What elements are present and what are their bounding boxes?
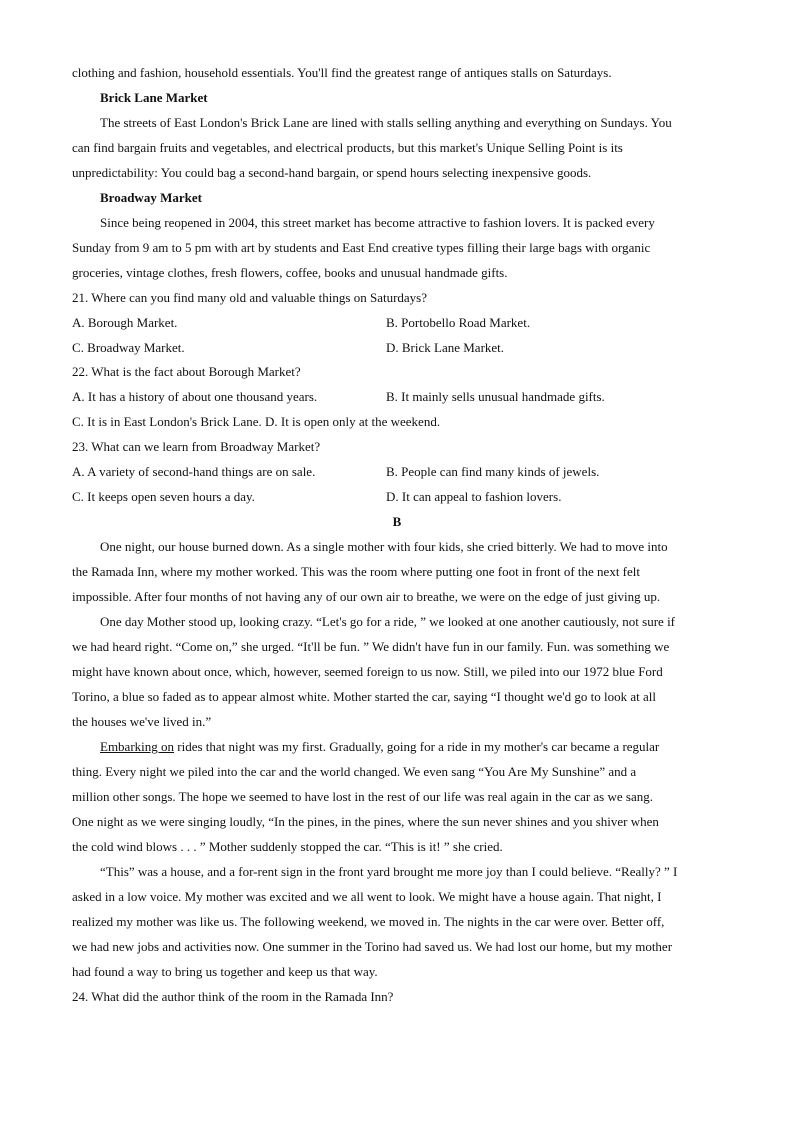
passage-b-p2-line: we had heard right. “Come on,” she urged. “It'll be fun. ” We didn't have fun in our family. Fun. was something we — [72, 639, 670, 654]
passage-b-p2-line: the houses we've lived in.” — [72, 714, 212, 729]
embarking-on-underlined: Embarking on — [100, 739, 175, 754]
passage-b-p1-line: impossible. After four months of not having any of our own air to breathe, we were on the edge of just giving up. — [72, 589, 661, 604]
brick-lane-line: The streets of East London's Brick Lane are lined with stalls selling anything and everything on Sundays. You — [100, 115, 672, 130]
brick-lane-line: can find bargain fruits and vegetables, and electrical products, but this market's Unique Selling Point is its — [72, 140, 623, 155]
broadway-heading: Broadway Market — [100, 190, 202, 205]
question-23-stem: 23. What can we learn from Broadway Market? — [72, 439, 321, 454]
passage-b-p4-line: we had new jobs and activities now. One summer in the Torino had saved us. We had lost our home, but my mother — [72, 939, 673, 954]
passage-b-p3-line: million other songs. The hope we seemed to have lost in the rest of our life was real again in the car as we sang. — [72, 789, 653, 804]
passage-b-p3-first-line — [100, 739, 732, 755]
passage-b-p4-line: “This” was a house, and a for-rent sign in the front yard brought me more joy than I could believe. “Really? ” I — [100, 864, 678, 879]
question-22-option-a: A. It has a history of about one thousand years. — [72, 389, 318, 404]
passage-b-p4-line: had found a way to bring us together and keep us that way. — [72, 964, 378, 979]
question-21-option-b: B. Portobello Road Market. — [386, 315, 531, 330]
question-24-stem: 24. What did the author think of the room in the Ramada Inn? — [72, 989, 394, 1004]
question-23-option-b: B. People can find many kinds of jewels. — [386, 464, 600, 479]
broadway-line: Sunday from 9 am to 5 pm with art by students and East End creative types filling their large bags with organic — [72, 240, 651, 255]
question-21-stem: 21. Where can you find many old and valuable things on Saturdays? — [72, 290, 428, 305]
brick-lane-line: unpredictability: You could bag a second-hand bargain, or spend hours selecting inexpensive goods. — [72, 165, 592, 180]
passage-b-p1-line: the Ramada Inn, where my mother worked. This was the room where putting one foot in front of the next felt — [72, 564, 641, 579]
question-21-option-d: D. Brick Lane Market. — [386, 340, 505, 355]
intro-tail-line: clothing and fashion, household essentials. You'll find the greatest range of antiques stalls on Saturdays. — [72, 65, 612, 80]
passage-b-p3-first-rest: rides that night was my first. Gradually, going for a ride in my mother's car became a regular — [174, 739, 660, 754]
passage-b-p3-line: One night as we were singing loudly, “In the pines, in the pines, where the sun never shines and you shiver when — [72, 814, 659, 829]
brick-lane-heading: Brick Lane Market — [100, 90, 208, 105]
passage-b-p2-line: Torino, a blue so faded as to appear almost white. Mother started the car, saying “I thought we'd go to look at all — [72, 689, 656, 704]
passage-b-p3-line: the cold wind blows . . . ” Mother suddenly stopped the car. “This is it! ” she cried. — [72, 839, 503, 854]
question-23-option-c: C. It keeps open seven hours a day. — [72, 489, 255, 504]
broadway-line: groceries, vintage clothes, fresh flowers, coffee, books and unusual handmade gifts. — [72, 265, 508, 280]
question-23-option-a: A. A variety of second-hand things are on sale. — [72, 464, 316, 479]
passage-b-p2-line: One day Mother stood up, looking crazy. “Let's go for a ride, ” we looked at one another cautiously, not sure if — [100, 614, 676, 629]
passage-b-p2-line: might have known about once, which, however, seemed foreign to us now. Still, we piled into our 1972 blue Ford — [72, 664, 663, 679]
question-21-option-c: C. Broadway Market. — [72, 340, 185, 355]
question-21-option-a: A. Borough Market. — [72, 315, 178, 330]
passage-b-p4-line: asked in a low voice. My mother was excited and we all went to look. We might have a house again. That night, I — [72, 889, 662, 904]
passage-b-p1-line: One night, our house burned down. As a single mother with four kids, she cried bitterly. We had to move into — [100, 539, 668, 554]
passage-b-p3-line: thing. Every night we piled into the car and the world changed. We even sang “You Are My Sunshine” and a — [72, 764, 637, 779]
question-23-option-d: D. It can appeal to fashion lovers. — [386, 489, 562, 504]
broadway-line: Since being reopened in 2004, this street market has become attractive to fashion lovers. It is packed every — [100, 215, 655, 230]
section-b-label: B — [392, 514, 402, 529]
question-22-stem: 22. What is the fact about Borough Market? — [72, 364, 301, 379]
question-22-options-cd: C. It is in East London's Brick Lane. D. It is open only at the weekend. — [72, 414, 441, 429]
question-22-option-b: B. It mainly sells unusual handmade gifts. — [386, 389, 605, 404]
passage-b-p4-line: realized my mother was like us. The following weekend, we moved in. The nights in the car were over. Better off, — [72, 914, 665, 929]
